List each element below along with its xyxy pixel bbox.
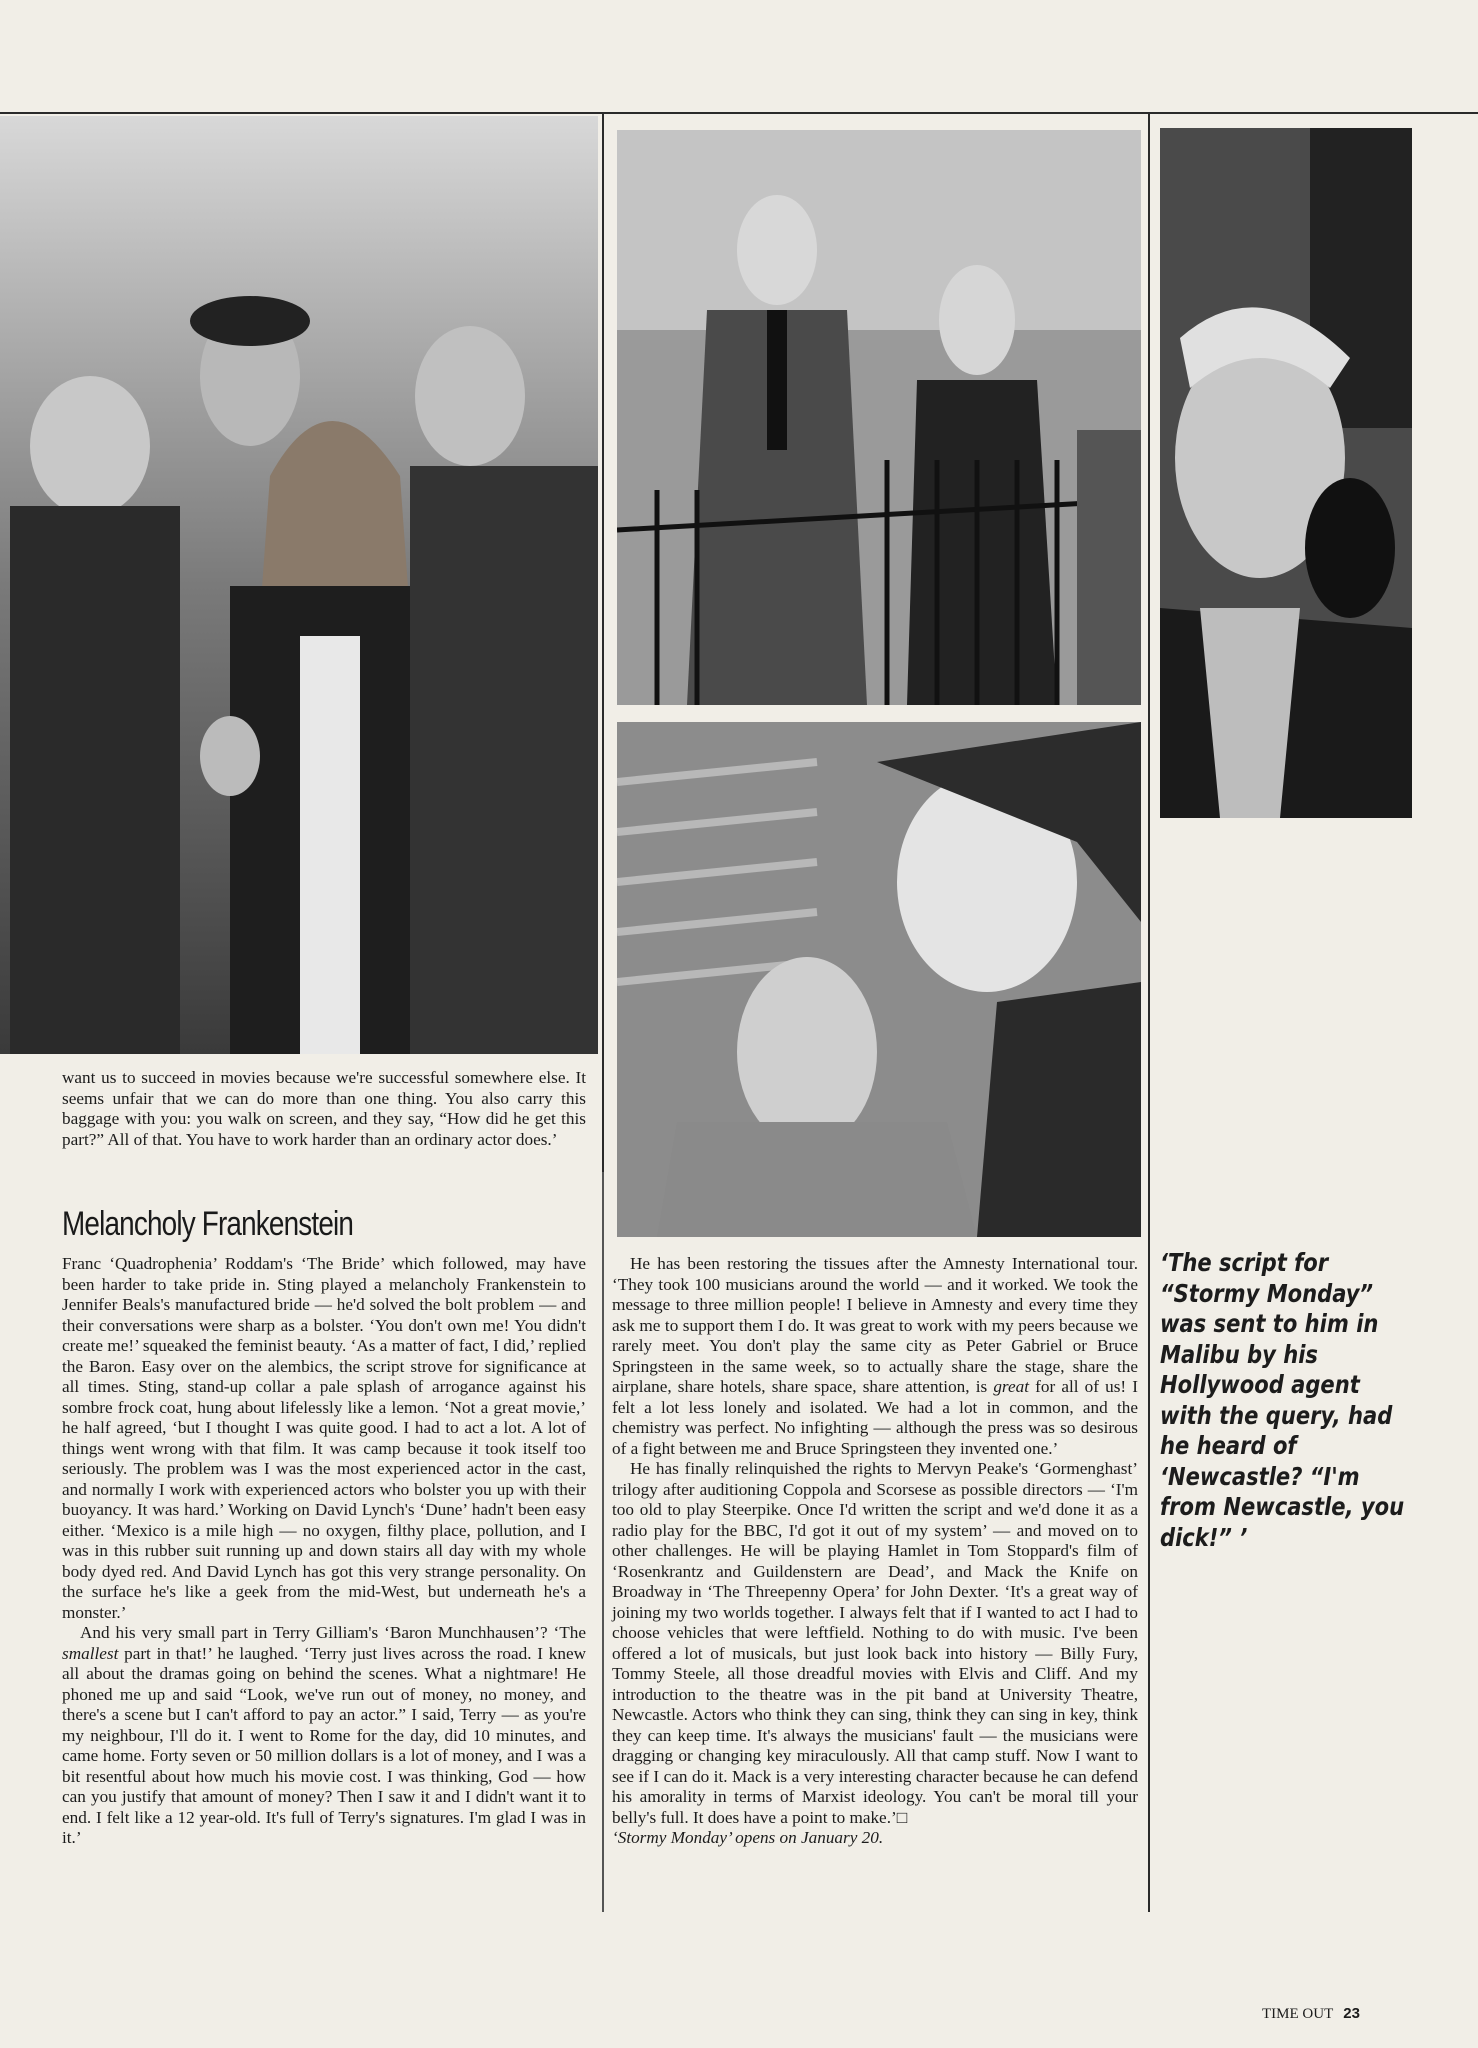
text-run: He has been restoring the tissues after the Amnesty International tour. ‘They took 100 musicians around the world — and it worked. We took the message to three million people! I believe in Amnesty and every time they ask me to support them I do. It was great to work with my peers because we rarely meet. You don't play the same city as Peter Gabriel or Bruce Springsteen in the same week, so to actually share the stage, share the airplane, share hotels, share space, share attention, is: [612, 1254, 1138, 1396]
film-credit: ‘Stormy Monday’ opens on January 20.: [612, 1828, 884, 1847]
text-emphasis: great: [993, 1377, 1029, 1396]
pull-quote: ‘The script for “Stormy Monday” was sent to him in Malibu by his Hollywood agent with the query, had he heard of ‘Newcastle? “I'm from Newcastle, you dick!” ’: [1160, 1248, 1405, 1552]
top-rule: [0, 112, 1478, 114]
column-1-body: [62, 1254, 586, 1849]
body-paragraph: Franc ‘Quadrophenia’ Roddam's ‘The Bride’ which followed, may have been harder to take pride in. Sting played a melancholy Frankenstein to Jennifer Beals's manufactured bride — he'd solved the bolt problem — and their conversations were sharp as a bolster. ‘You don't own me! You didn't create me!’ squeaked the feminist beauty. ‘As a matter of fact, I did,’ replied the Baron. Easy over on the alembics, the script strove for significance at all times. Sting, stand-up collar a pale splash of arrogance against his sombre frock coat, hung about lifelessly like a lemon. ‘Not a great movie,’ he half agreed, ‘but I thought I was quite good. I had to act a lot. A lot of things went wrong with that film. It was camp because it took itself too seriously. The problem was I was the most experienced actor in the cast, and normally I work with experienced actors who bolster you up with their buoyancy. It was hard.’ Working on David Lynch's ‘Dune’ hadn't been easy either. ‘Mexico is a mile high — no oxygen, filthy place, pollution, and I was in this rubber suit running up and down stairs all day with my whole body dyed red. And David Lynch has got this very strange personality. On the surface he's like a geek from the mid-West, but underneath he's a monster.’: [62, 1254, 586, 1622]
crowd-photo: [0, 116, 598, 1054]
text-run: for all of us! I felt a lot less lonely and isolated. We had a lot in common, and the chemistry was perfect. No infighting — although the press was so desirous of a fight between me and Bruce Springsteen they invented one.’: [612, 1377, 1138, 1458]
magazine-name: TIME OUT: [1262, 2006, 1334, 2022]
column-divider-2: [602, 1172, 604, 1912]
text-run: And his very small part in Terry Gilliam's ‘Baron Munchhausen’? ‘The: [80, 1623, 586, 1642]
couple-photo: [617, 130, 1141, 705]
text-run: part in that!’ he laughed. ‘Terry just lives across the road. I knew all about the dramas going on behind the scenes. What a nightmare! He phoned me up and said “Look, we've run out of money, no money, and there's a scene but I can't afford to pay an actor.” I said, Terry — as you're my neighbour, I'll do it. I went to Rome for the day, did 10 minutes, and came home. Forty seven or 50 million dollars is a lot of money, and I was a bit resentful about how much his movie cost. I was thinking, God — how can you justify that amount of money? Then I saw it and I didn't want it to end. I felt like a 12 year-old. It's full of Terry's signatures. I'm glad I was in it.’: [62, 1643, 586, 1847]
body-paragraph: He has finally relinquished the rights to Mervyn Peake's ‘Gormenghast’ trilogy after auditioning Coppola and Scorsese as possible directors — ‘I'm too old to play Steerpike. Once I'd written the script and we'd done it as a radio play for the BBC, I'd got it out of my system’ — and moved on to other challenges. He will be playing Hamlet in Tom Stoppard's film of ‘Rosenkrantz and Guildenstern are Dead’, and Mack the Knife on Broadway in ‘The Threepenny Opera’ for John Dexter. ‘It's a great way of joining my two worlds together. I always felt that if I wanted to act I had to choose vehicles that were leftfield. Nothing to do with music. I've been offered a lot of musicals, but just look back into history — Billy Fury, Tommy Steele, all those dreadful movies with Elvis and Cliff. And my introduction to the theatre was in the pit band at University Theatre, Newcastle. Actors who think they can sing, think they can sing in key, think they can keep time. It's always the musicians' fault — the musicians were dragging or changing key miraculously. All that camp stuff. Now I want to see if I can do it. Mack is a very interesting character because he can defend his amorality in terms of Marxist ideology. You can't be moral till your belly's full. It does have a point to make.’□: [612, 1459, 1138, 1827]
telephone-photo: [1160, 128, 1412, 818]
page-number: 23: [1343, 2005, 1360, 2022]
intro-paragraph: want us to succeed in movies because we're successful somewhere else. It seems unfair that we can do more than one thing. You also carry this baggage with you: you walk on screen, and they say, “How did he get this part?” All of that. You have to work harder than an ordinary actor does.’: [62, 1068, 586, 1149]
column-1-intro: [62, 1068, 586, 1150]
two-men-photo: [617, 722, 1141, 1237]
text-emphasis: smallest: [62, 1643, 119, 1663]
body-paragraph: [62, 1623, 586, 1849]
section-subheading: Melancholy Frankenstein: [62, 1205, 354, 1243]
column-2-body: [612, 1254, 1138, 1849]
column-divider-1: [602, 112, 604, 1172]
column-divider-3: [1148, 112, 1150, 1912]
body-paragraph: [612, 1254, 1138, 1459]
page-footer: [1262, 2005, 1360, 2023]
